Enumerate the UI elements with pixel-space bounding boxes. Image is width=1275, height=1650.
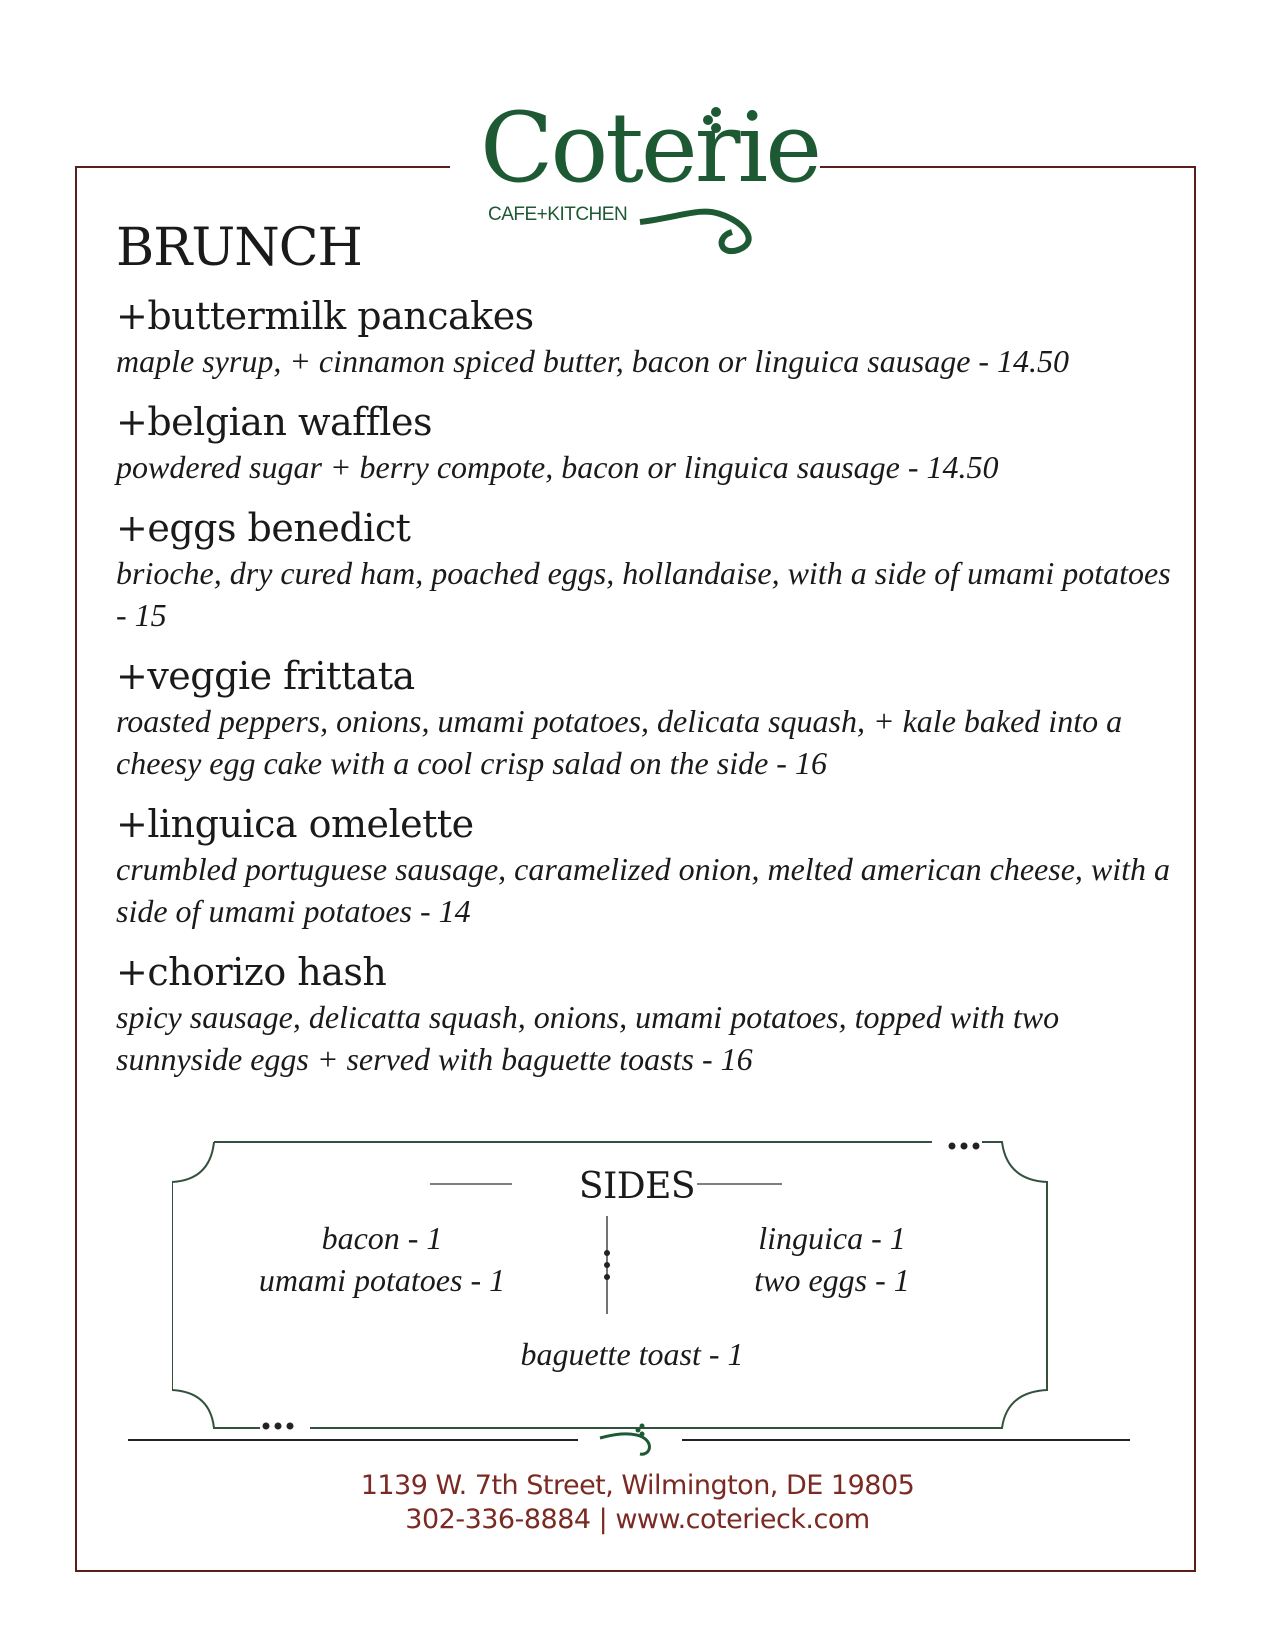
item-description: maple syrup, + cinnamon spiced butter, bacon or linguica sausage - 14.50 xyxy=(116,343,1070,379)
coterie-logo xyxy=(470,72,820,272)
section-title: BRUNCH xyxy=(116,218,362,278)
item-description: crumbled portuguese sausage, caramelized onion, melted american cheese, with a side of umami potatoes - 14 xyxy=(116,851,1171,929)
logo-wordmark: Coterie xyxy=(480,92,820,204)
menu-item xyxy=(116,504,1176,636)
side-item: two eggs - 1 xyxy=(754,1262,910,1298)
item-name: +buttermilk pancakes xyxy=(116,294,534,338)
item-description: roasted peppers, onions, umami potatoes, delicata squash, + kale baked into a cheesy egg cake with a cool crisp salad on the side - 16 xyxy=(116,703,1123,781)
item-name: +linguica omelette xyxy=(116,802,474,846)
logo-subtitle: CAFE+KITCHEN xyxy=(488,204,628,225)
side-item: bacon - 1 xyxy=(321,1220,443,1256)
sides-panel xyxy=(172,1140,1102,1430)
item-name: +belgian waffles xyxy=(116,400,432,444)
menu-item xyxy=(116,800,1176,932)
menu-item xyxy=(116,292,1176,382)
sides-title: SIDES xyxy=(578,1166,696,1207)
item-description: spicy sausage, delicatta squash, onions, umami potatoes, topped with two sunnyside eggs + served with baguette toasts - 16 xyxy=(116,999,1060,1077)
menu-item xyxy=(116,652,1176,784)
address: 1139 W. 7th Street, Wilmington, DE 19805 xyxy=(360,1470,915,1501)
menu-item xyxy=(116,948,1176,1080)
side-item: umami potatoes - 1 xyxy=(258,1262,506,1298)
menu-items xyxy=(116,292,1176,1096)
side-item: baguette toast - 1 xyxy=(520,1336,744,1372)
contact-info: 302-336-8884 | www.coterieck.com xyxy=(405,1504,870,1535)
footer-divider-icon xyxy=(0,1420,1275,1460)
item-name: +eggs benedict xyxy=(116,506,411,550)
item-name: +chorizo hash xyxy=(116,950,387,994)
item-description: powdered sugar + berry compote, bacon or linguica sausage - 14.50 xyxy=(116,449,999,485)
side-item: linguica - 1 xyxy=(758,1220,906,1256)
menu-item xyxy=(116,398,1176,488)
item-description: brioche, dry cured ham, poached eggs, hollandaise, with a side of umami potatoes - 15 xyxy=(116,555,1171,633)
item-name: +veggie frittata xyxy=(116,654,415,698)
